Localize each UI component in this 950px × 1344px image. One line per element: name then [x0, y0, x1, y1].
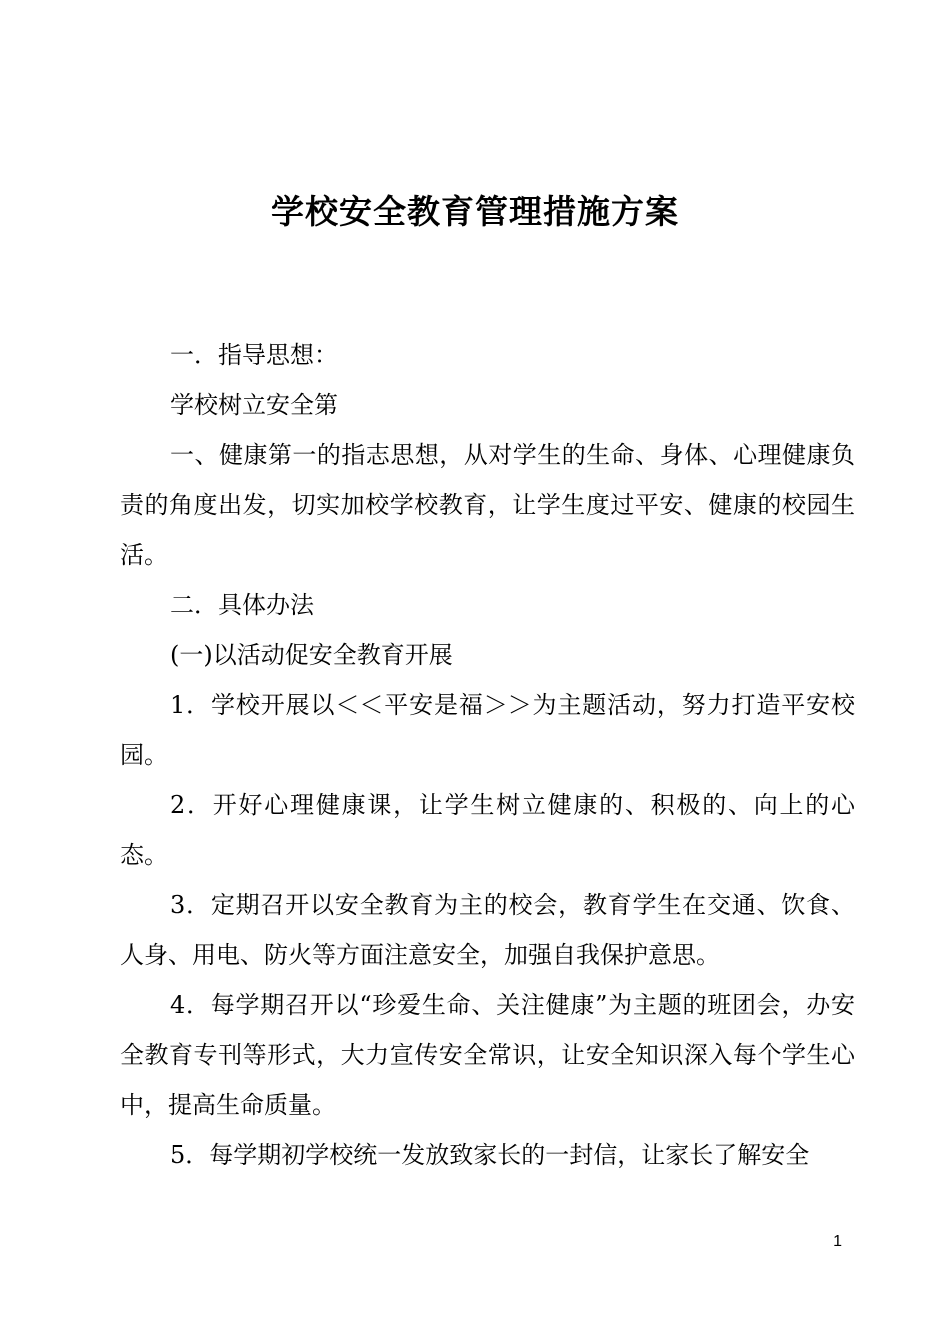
list-item: 3．定期召开以安全教育为主的校会，教育学生在交通、饮食、人身、用电、防火等方面注意安全，加强自我保护意思。: [120, 891, 855, 969]
subheading-activities: (一)以活动促安全教育开展: [170, 641, 453, 669]
list-item: 2．开好心理健康课，让学生树立健康的、积极的、向上的心态。: [120, 791, 855, 869]
list-item: 4．每学期召开以“珍爱生命、关注健康”为主题的班团会，办安全教育专刊等形式，大力宣传安全常识，让安全知识深入每个学生心中，提高生命质量。: [120, 991, 855, 1119]
list-item: 5．每学期初学校统一发放致家长的一封信，让家长了解安全: [170, 1141, 810, 1169]
heading-specific-measures: 二．具体办法: [170, 591, 314, 619]
heading-guiding-ideology: 一．指导思想：: [170, 341, 338, 369]
paragraph: 学校树立安全第: [170, 391, 338, 419]
list-item: 1．学校开展以＜＜平安是福＞＞为主题活动，努力打造平安校园。: [120, 691, 855, 769]
document-title: 学校安全教育管理措施方案: [271, 192, 679, 231]
page-number: 1: [833, 1233, 842, 1250]
paragraph: 一、健康第一的指志思想，从对学生的生命、身体、心理健康负责的角度出发，切实加校学校教育，让学生度过平安、健康的校园生活。: [120, 441, 855, 569]
document-body: [120, 330, 855, 1180]
